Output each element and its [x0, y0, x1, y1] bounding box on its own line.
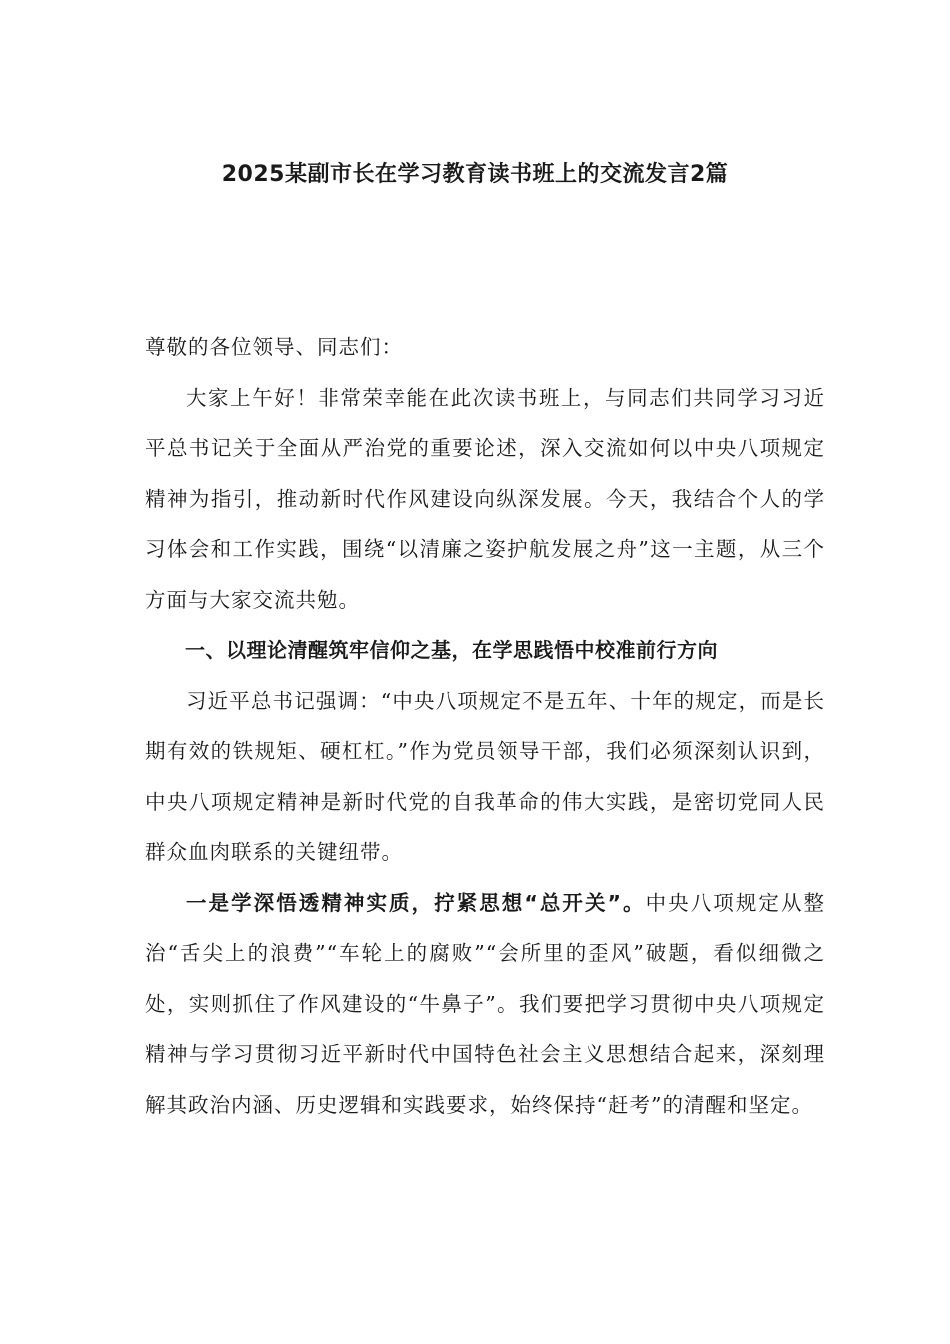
salutation: 尊敬的各位领导、同志们：: [145, 335, 403, 359]
intro-paragraph: 大家上午好！非常荣幸能在此次读书班上，与同志们共同学习习近平总书记关于全面从严治党的重要论述，深入交流如何以中央八项规定精神为指引，推动新时代作风建设向纵深发展。今天，我结合个人的学习体会和工作实践，围绕“以清廉之姿护航发展之舟”这一主题，从三个方面与大家交流共勉。: [145, 385, 825, 612]
point-1-paragraph: [145, 878, 825, 1131]
point-1-body: 中央八项规定从整治“舌尖上的浪费”“车轮上的腐败”“会所里的歪风”破题，看似细微之处，实则抓住了作风建设的“牛鼻子”。我们要把学习贯彻中央八项规定精神与学习贯彻习近平新时代中国特色社会主义思想结合起来，深刻理解其政治内涵、历史逻辑和实践要求，始终保持“赶考”的清醒和坚定。: [145, 890, 825, 1117]
point-1-lead: 一是学深悟透精神实质，拧紧思想“总开关”。: [186, 890, 646, 915]
section-1-paragraph: 习近平总书记强调：“中央八项规定不是五年、十年的规定，而是长期有效的铁规矩、硬杠杠。”作为党员领导干部，我们必须深刻认识到，中央八项规定精神是新时代党的自我革命的伟大实践，是密切党同人民群众血肉联系的关键纽带。: [145, 688, 825, 864]
section-heading-1: 一、以理论清醒筑牢信仰之基，在学思践悟中校准前行方向: [185, 638, 718, 662]
document-title: 2025某副市长在学习教育读书班上的交流发言2篇: [221, 162, 729, 187]
document-body: [145, 322, 825, 1130]
